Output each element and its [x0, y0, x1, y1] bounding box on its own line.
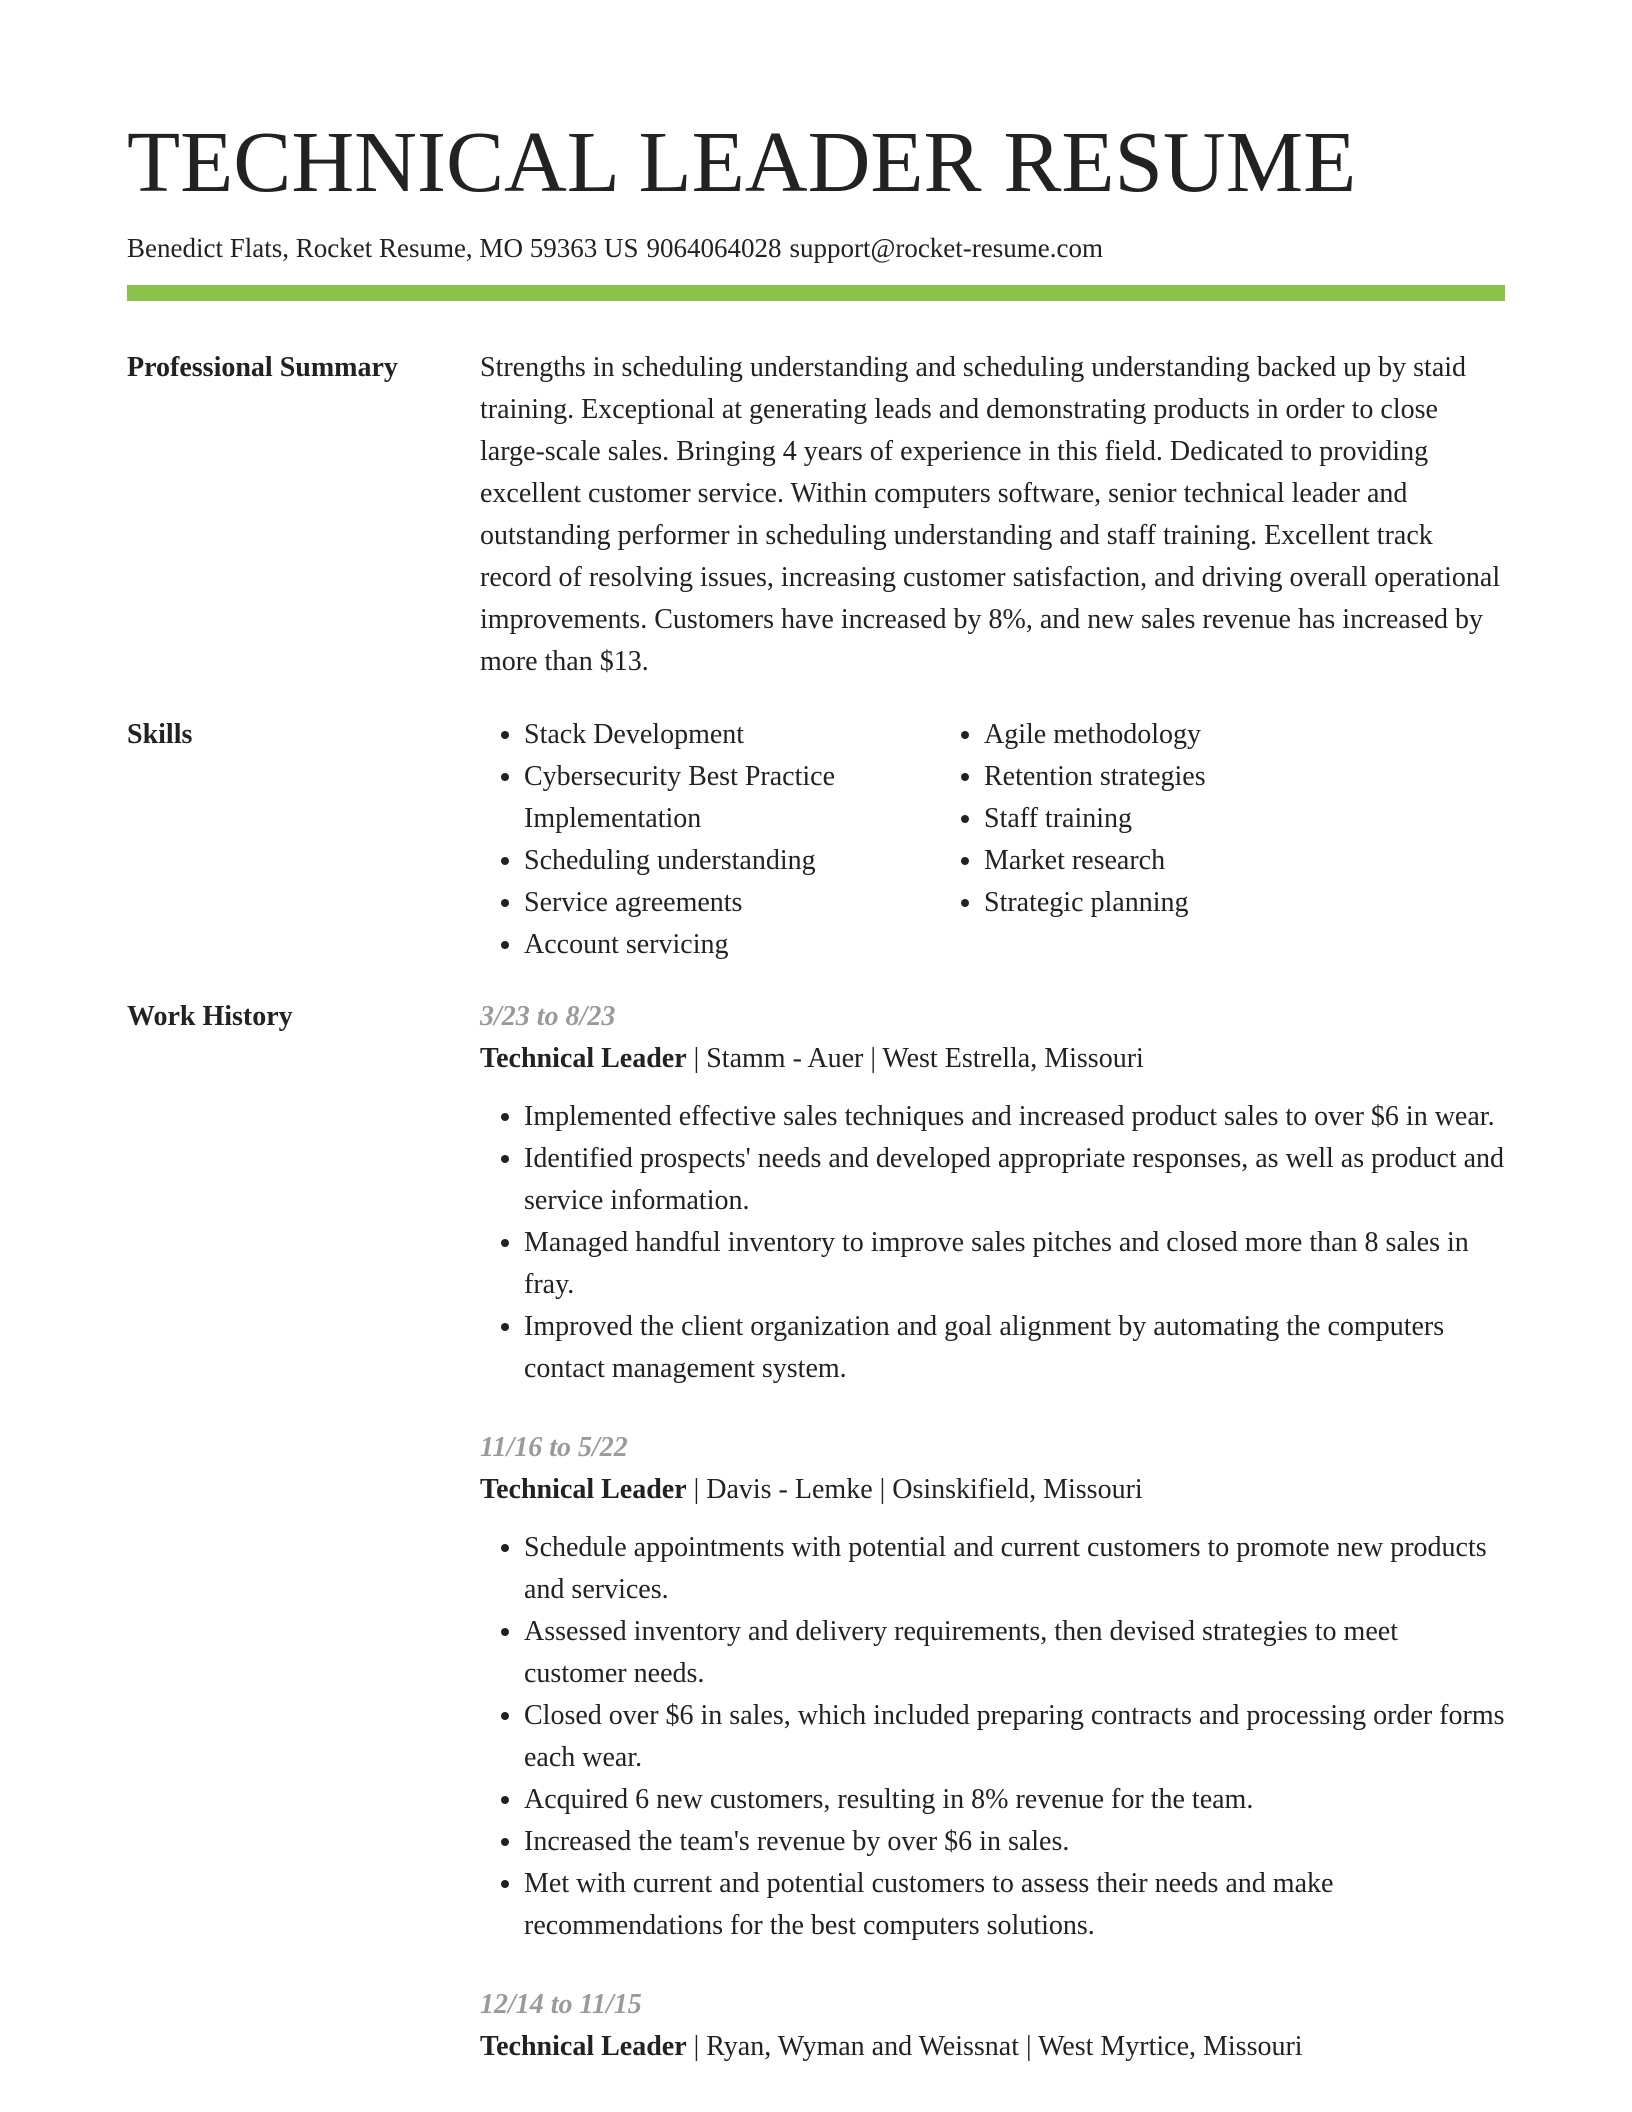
job-company-location: | Stamm - Auer | West Estrella, Missouri: [686, 1043, 1144, 1074]
job-bullet: • Closed over $6 in sales, which included preparing contracts and processing order forms each wear.: [524, 1695, 1505, 1779]
summary-body: [480, 347, 1505, 683]
job-dates: 11/16 to 5/22: [480, 1432, 628, 1463]
skill-item: • Staff training: [984, 798, 1440, 840]
skills-list-left: [480, 714, 940, 966]
job-bullet: • Implemented effective sales techniques and increased product sales to over $6 in wear.: [524, 1096, 1505, 1138]
job-bullet: • Managed handful inventory to improve sales pitches and closed more than 8 sales in fray.: [524, 1222, 1505, 1306]
skill-item: • Strategic planning: [984, 882, 1440, 924]
job-title-line: [480, 1038, 1505, 1080]
job-bullets: [480, 1527, 1505, 1947]
contact-phone: 9064064028: [646, 233, 782, 263]
job-bullet: • Assessed inventory and delivery requirements, then devised strategies to meet customer needs.: [524, 1611, 1505, 1695]
job-bullet: • Increased the team's revenue by over $6 in sales.: [524, 1821, 1505, 1863]
skill-item: • Cybersecurity Best Practice Implementation: [524, 756, 940, 840]
job-bullet: • Met with current and potential customers to assess their needs and make recommendations for the best computers solutions.: [524, 1863, 1505, 1947]
job-bullet: • Identified prospects' needs and developed appropriate responses, as well as product and service information.: [524, 1138, 1505, 1222]
header-divider: [127, 285, 1505, 301]
job-entry: [480, 1427, 1505, 1947]
job-bullet: • Schedule appointments with potential and current customers to promote new products and services.: [524, 1527, 1505, 1611]
skills-heading: Skills: [127, 719, 193, 750]
job-title-line: [480, 1469, 1505, 1511]
skill-item: • Market research: [984, 840, 1440, 882]
job-bullets: [480, 1096, 1505, 1390]
job-bullet: • Improved the client organization and goal alignment by automating the computers contact management system.: [524, 1306, 1505, 1390]
work-history-body: [480, 996, 1505, 2105]
job-role: Technical Leader: [480, 1043, 687, 1074]
job-entry: [480, 1984, 1505, 2068]
skill-item: • Retention strategies: [984, 756, 1440, 798]
contact-address: Benedict Flats, Rocket Resume, MO 59363 US: [127, 233, 639, 263]
job-role: Technical Leader: [480, 2031, 687, 2062]
summary-text: Strengths in scheduling understanding and scheduling understanding backed up by staid training. Exceptional at generating leads and demonstrating products in order to close large-scale sales. Bringing 4 years of experience in this field. Dedicated to providing excellent customer service. Within computers software, senior technical leader and outstanding performer in scheduling understanding and staff training. Excellent track record of resolving issues, increasing customer satisfaction, and driving overall operational improvements. Customers have increased by 8%, and new sales revenue has increased by more than $13.: [480, 352, 1501, 677]
skills-body: [480, 714, 1505, 966]
job-company-location: | Davis - Lemke | Osinskifield, Missouri: [686, 1474, 1143, 1505]
skills-list-right: [940, 714, 1440, 966]
skills-columns: [480, 714, 1505, 966]
job-role: Technical Leader: [480, 1474, 687, 1505]
job-dates: 3/23 to 8/23: [480, 1001, 616, 1032]
skill-item: • Agile methodology: [984, 714, 1440, 756]
resume-title: TECHNICAL LEADER RESUME: [127, 113, 1357, 210]
summary-heading: Professional Summary: [127, 352, 398, 383]
skill-item: • Stack Development: [524, 714, 940, 756]
contact-line: [127, 232, 1111, 264]
job-company-location: | Ryan, Wyman and Weissnat | West Myrtice, Missouri: [686, 2031, 1303, 2062]
job-dates: 12/14 to 11/15: [480, 1989, 642, 2020]
contact-email: support@rocket-resume.com: [789, 233, 1103, 263]
work-history-heading: Work History: [127, 1001, 293, 1032]
skill-item: • Service agreements: [524, 882, 940, 924]
skill-item: • Scheduling understanding: [524, 840, 940, 882]
job-entry: [480, 996, 1505, 1390]
job-bullet: • Acquired 6 new customers, resulting in 8% revenue for the team.: [524, 1779, 1505, 1821]
skill-item: • Account servicing: [524, 924, 940, 966]
job-title-line: [480, 2026, 1505, 2068]
